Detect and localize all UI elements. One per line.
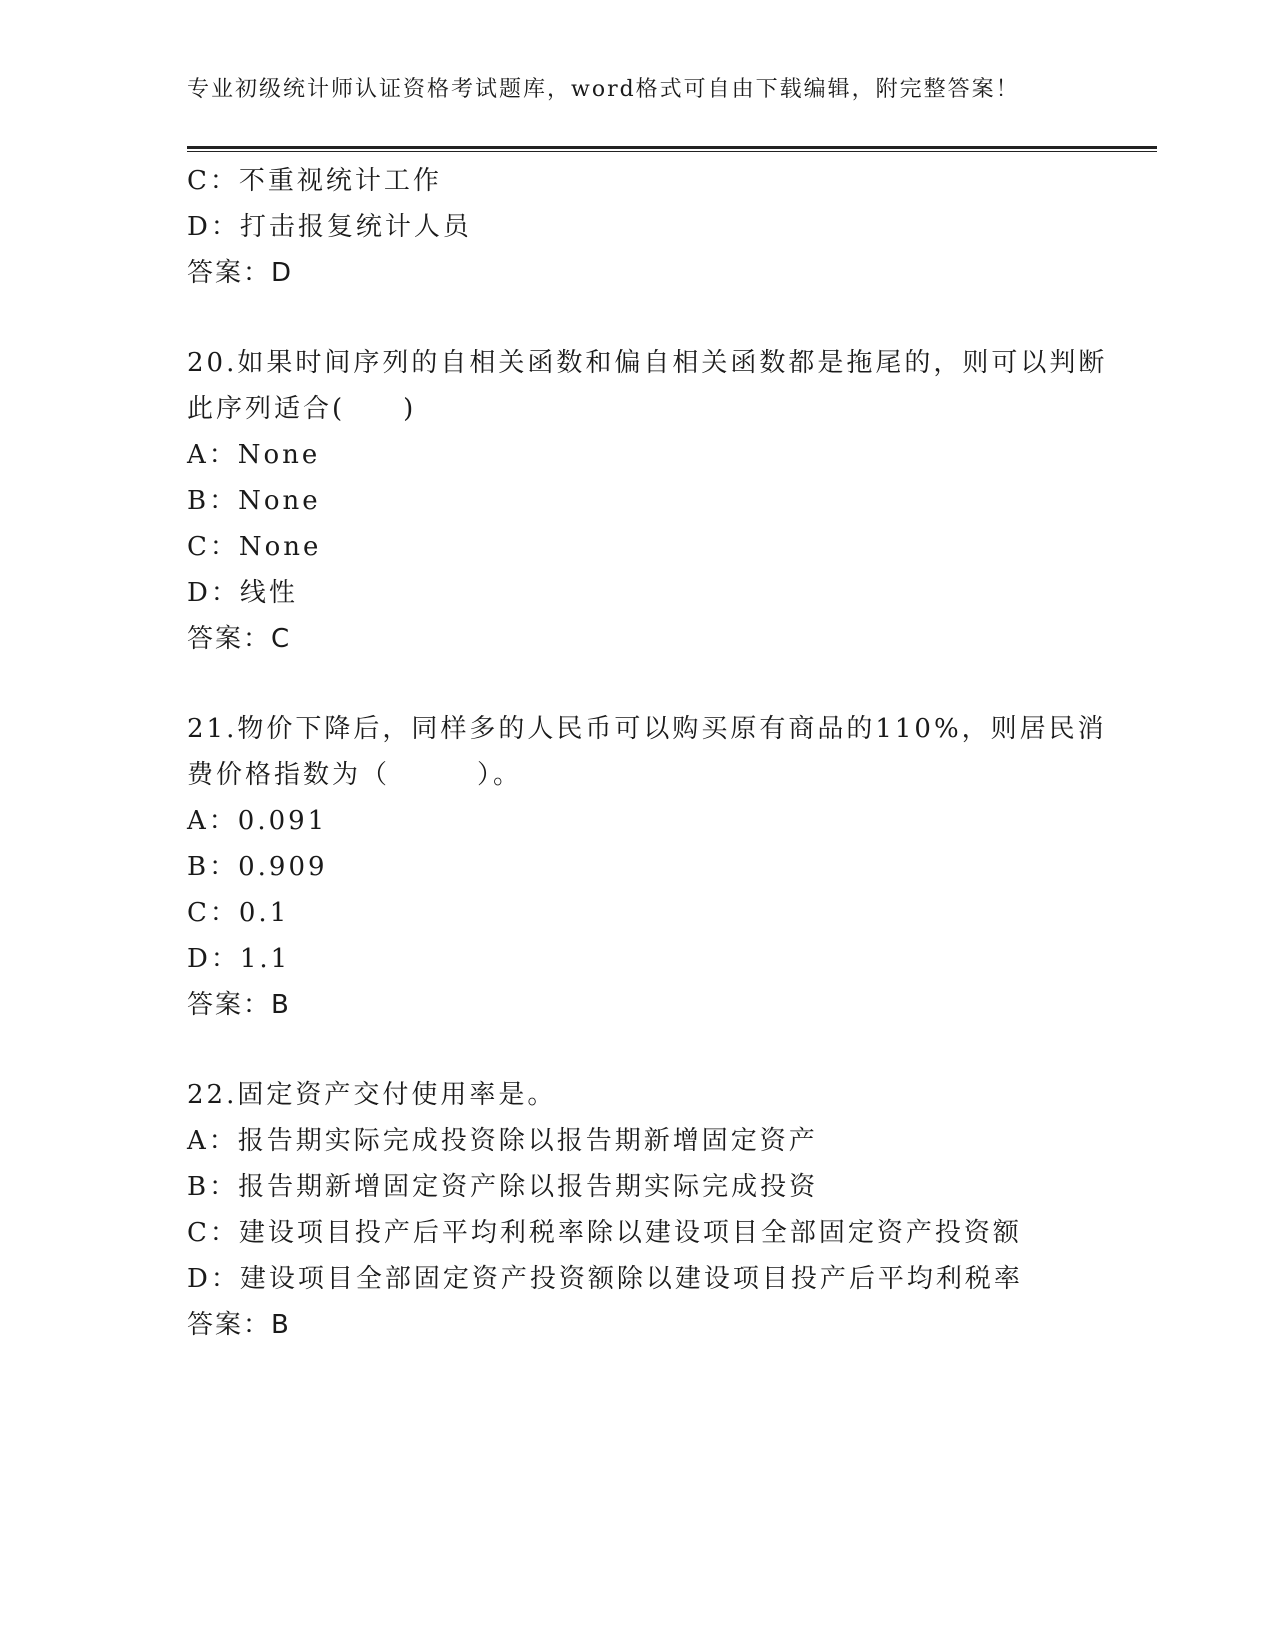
answer: 答案：D (187, 258, 294, 288)
question-content (187, 158, 1117, 1348)
option-a: A：None (187, 440, 321, 470)
spacer (187, 296, 1117, 340)
option-c: C：建设项目投产后平均利税率除以建设项目全部固定资产投资额 (187, 1218, 1022, 1248)
option-b: B：0.909 (187, 852, 328, 882)
option-c: C：0.1 (187, 898, 290, 928)
answer: 答案：B (187, 990, 291, 1020)
header-divider (187, 146, 1157, 152)
option-d: D：打击报复统计人员 (187, 212, 472, 242)
option-c: C：None (187, 532, 322, 562)
option-a: A：0.091 (187, 806, 328, 836)
question-21 (187, 706, 1117, 1028)
spacer (187, 1028, 1117, 1072)
option-d: D：线性 (187, 578, 298, 608)
option-b: B：报告期新增固定资产除以报告期实际完成投资 (187, 1172, 819, 1202)
spacer (187, 662, 1117, 706)
question-stem: 21.物价下降后，同样多的人民币可以购买原有商品的110%，则居民消费价格指数为（ ）。 (187, 714, 1107, 790)
answer: 答案：B (187, 1310, 291, 1340)
question-22 (187, 1072, 1117, 1348)
option-c: C：不重视统计工作 (187, 166, 442, 196)
option-d: D：1.1 (187, 944, 291, 974)
page-header: 专业初级统计师认证资格考试题库，word格式可自由下载编辑，附完整答案！ (187, 77, 1020, 102)
question-stem: 22.固定资产交付使用率是。 (187, 1080, 557, 1110)
option-d: D：建设项目全部固定资产投资额除以建设项目投产后平均利税率 (187, 1264, 1023, 1294)
question-20 (187, 340, 1117, 662)
option-b: B：None (187, 486, 321, 516)
continuation-block (187, 158, 1117, 296)
question-stem: 20.如果时间序列的自相关函数和偏自相关函数都是拖尾的，则可以判断此序列适合( ) (187, 348, 1108, 424)
answer: 答案：C (187, 624, 292, 654)
option-a: A：报告期实际完成投资除以报告期新增固定资产 (187, 1126, 818, 1156)
